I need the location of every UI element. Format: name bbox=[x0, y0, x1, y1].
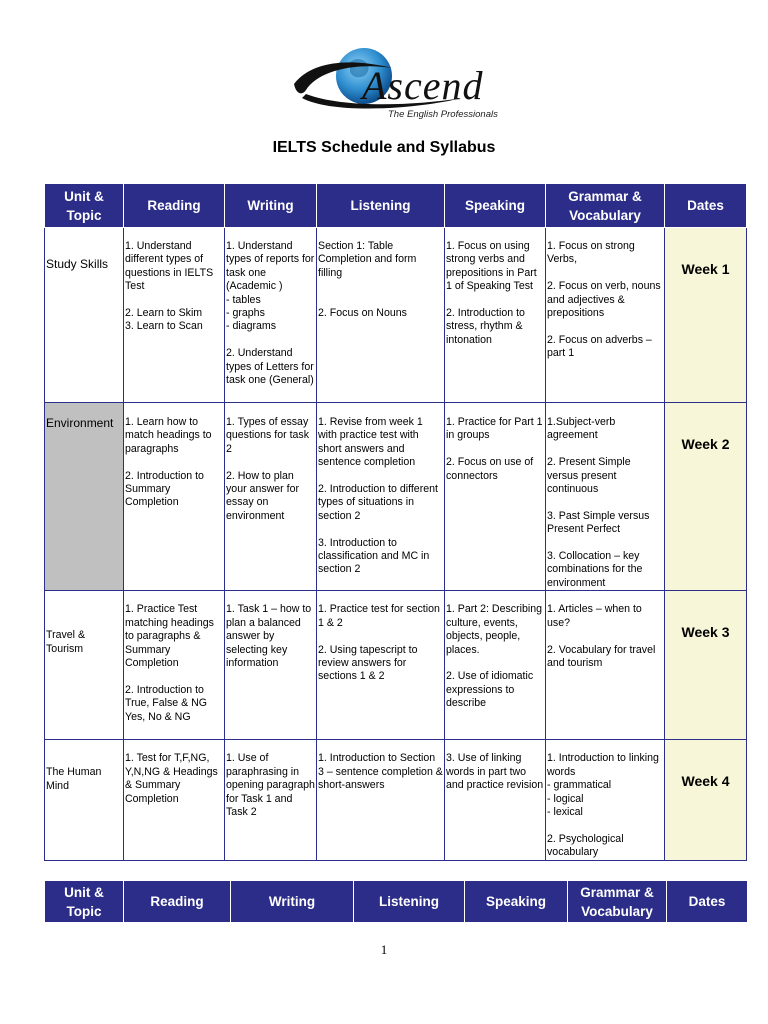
header-listening: Listening bbox=[354, 881, 465, 923]
header-speaking: Speaking bbox=[445, 184, 546, 228]
table-row bbox=[45, 740, 747, 861]
page-number: 1 bbox=[380, 942, 388, 957]
writing-cell: 1. Use of paraphrasing in opening paragraph for Task 1 and Task 2 bbox=[225, 740, 317, 861]
header-dates: Dates bbox=[665, 184, 747, 228]
schedule-table bbox=[44, 183, 747, 861]
header-dates: Dates bbox=[667, 881, 748, 923]
logo-tagline: The English Professionals bbox=[388, 109, 498, 120]
writing-cell: 1. Understand types of reports for task one (Academic ) - tables - graphs - diagrams 2. Understand types of Letters for task one (General) bbox=[225, 228, 317, 403]
header-unit-topic: Unit & Topic bbox=[45, 184, 124, 228]
grammar-cell: 1. Focus on strong Verbs, 2. Focus on verb, nouns and adjectives & prepositions 2. Focus on adverbs – part 1 bbox=[546, 228, 665, 403]
speaking-cell: 1. Practice for Part 1 in groups 2. Focus on use of connectors bbox=[445, 403, 546, 591]
reading-cell: 1. Test for T,F,NG, Y,N,NG & Headings & Summary Completion bbox=[124, 740, 225, 861]
topic-cell: Environment bbox=[45, 403, 124, 591]
writing-cell: 1. Types of essay questions for task 2 2. How to plan your answer for essay on environment bbox=[225, 403, 317, 591]
reading-cell: 1. Learn how to match headings to paragraphs 2. Introduction to Summary Completion bbox=[124, 403, 225, 591]
listening-cell: 1. Revise from week 1 with practice test with short answers and sentence completion 2. Introduction to different types of situations in section 2 3. Introduction to classification and MC in section 2 bbox=[317, 403, 445, 591]
table-row bbox=[45, 403, 747, 591]
table-row bbox=[45, 228, 747, 403]
ascend-logo bbox=[292, 40, 502, 124]
speaking-cell: 3. Use of linking words in part two and practice revision bbox=[445, 740, 546, 861]
header-unit-topic: Unit & Topic bbox=[45, 881, 124, 923]
speaking-cell: 1. Part 2: Describing culture, events, objects, people, places. 2. Use of idiomatic expressions to describe bbox=[445, 591, 546, 740]
grammar-cell: 1.Subject-verb agreement 2. Present Simple versus present continuous 3. Past Simple versus Present Perfect 3. Collocation – key combinations for the environment bbox=[546, 403, 665, 591]
header-listening: Listening bbox=[317, 184, 445, 228]
grammar-cell: 1. Articles – when to use? 2. Vocabulary for travel and tourism bbox=[546, 591, 665, 740]
date-cell: Week 2 bbox=[665, 403, 747, 591]
topic-cell: Travel & Tourism bbox=[45, 591, 124, 740]
repeat-header-table bbox=[44, 880, 748, 923]
header-speaking: Speaking bbox=[465, 881, 568, 923]
topic-cell: The Human Mind bbox=[45, 740, 124, 861]
date-cell: Week 1 bbox=[665, 228, 747, 403]
grammar-cell: 1. Introduction to linking words - grammatical - logical - lexical 2. Psychological vocabulary bbox=[546, 740, 665, 861]
topic-cell: Study Skills bbox=[45, 228, 124, 403]
table-header-row bbox=[45, 184, 747, 228]
date-cell: Week 3 bbox=[665, 591, 747, 740]
header-grammar-vocabulary: Grammar & Vocabulary bbox=[546, 184, 665, 228]
header-reading: Reading bbox=[124, 881, 231, 923]
header-writing: Writing bbox=[225, 184, 317, 228]
header-grammar-vocabulary: Grammar & Vocabulary bbox=[568, 881, 667, 923]
date-cell: Week 4 bbox=[665, 740, 747, 861]
reading-cell: 1. Understand different types of questions in IELTS Test 2. Learn to Skim 3. Learn to Scan bbox=[124, 228, 225, 403]
table-header-row bbox=[45, 881, 748, 923]
table-row bbox=[45, 591, 747, 740]
header-writing: Writing bbox=[231, 881, 354, 923]
listening-cell: 1. Practice test for section 1 & 2 2. Using tapescript to review answers for sections 1 & 2 bbox=[317, 591, 445, 740]
writing-cell: 1. Task 1 – how to plan a balanced answer by selecting key information bbox=[225, 591, 317, 740]
speaking-cell: 1. Focus on using strong verbs and prepositions in Part 1 of Speaking Test 2. Introduction to stress, rhythm & intonation bbox=[445, 228, 546, 403]
header-reading: Reading bbox=[124, 184, 225, 228]
reading-cell: 1. Practice Test matching headings to paragraphs & Summary Completion 2. Introduction to True, False & NG Yes, No & NG bbox=[124, 591, 225, 740]
listening-cell: 1. Introduction to Section 3 – sentence completion & short-answers bbox=[317, 740, 445, 861]
listening-cell: Section 1: Table Completion and form filling 2. Focus on Nouns bbox=[317, 228, 445, 403]
logo-wordmark: Ascend bbox=[362, 63, 484, 108]
document-title: IELTS Schedule and Syllabus bbox=[272, 139, 496, 156]
